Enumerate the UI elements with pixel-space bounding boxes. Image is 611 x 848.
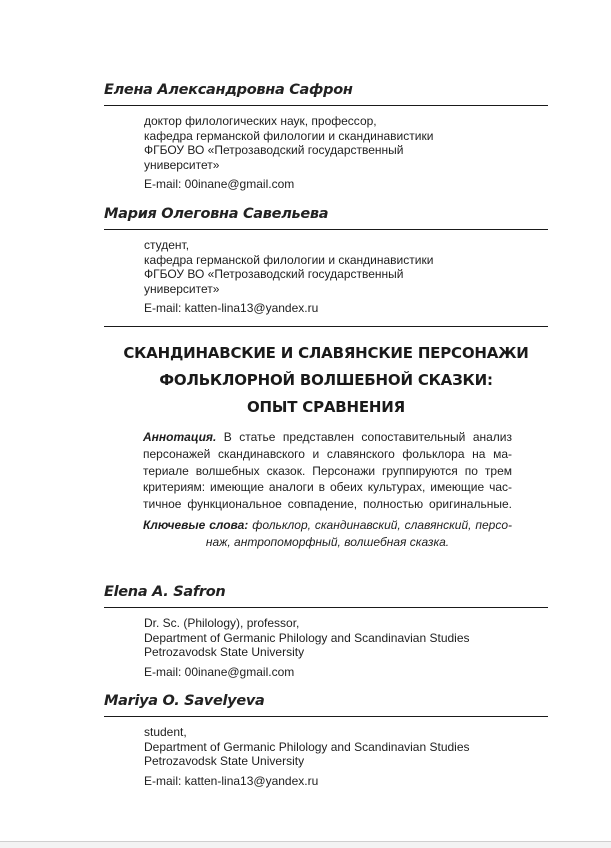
author-name: Mariya O. Savelyeva [104, 693, 265, 709]
author-name: Elena A. Safron [104, 584, 226, 600]
affiliation-line: Dr. Sc. (Philology), professor, [144, 616, 300, 630]
affiliation-line: Petrozavodsk State University [144, 754, 305, 769]
author-name: Елена Александровна Сафрон [104, 82, 353, 98]
affiliation-line: Petrozavodsk State University [144, 645, 305, 660]
abstract-line: критериям: имеющие аналоги в обеих культурах, имеющие час- [143, 480, 512, 495]
abstract-line: персонажей скандинавского и славянского фольклора на ма- [143, 446, 512, 461]
author-block-ru-1 [104, 81, 548, 192]
author-block-en-2 [104, 692, 548, 788]
affiliation-line: student, [144, 725, 187, 739]
abstract-line: тичное функциональное совпадение, полностью оригинальные. [143, 497, 512, 512]
author-email: E-mail: 00inane@gmail.com [144, 664, 295, 679]
keywords [143, 517, 512, 551]
author-email: E-mail: katten-lina13@yandex.ru [144, 773, 319, 788]
affiliation-line: Department of Germanic Philology and Scandinavian Studies [144, 630, 470, 645]
divider [104, 105, 548, 106]
affiliation-line: университет» [144, 157, 220, 172]
abstract-text: В статье представлен сопоставительный анализ [216, 430, 512, 444]
affiliation-line: университет» [144, 281, 220, 296]
article-title [104, 340, 548, 421]
affiliation-line: кафедра германской филологии и скандинавистики [144, 252, 434, 267]
author-affiliation [144, 114, 548, 192]
author-affiliation [144, 725, 548, 788]
title-line: ОПЫТ СРАВНЕНИЯ [246, 398, 405, 416]
keywords-label: Ключевые слова: [143, 518, 249, 532]
divider [104, 607, 548, 608]
author-email: E-mail: katten-lina13@yandex.ru [144, 301, 319, 316]
affiliation-line: кафедра германской филологии и скандинавистики [144, 128, 434, 143]
title-line: ФОЛЬКЛОРНОЙ ВОЛШЕБНОЙ СКАЗКИ: [159, 371, 493, 389]
divider [104, 229, 548, 230]
abstract-label: Аннотация. [143, 430, 217, 444]
abstract-line [143, 429, 512, 446]
title-line: СКАНДИНАВСКИЕ И СЛАВЯНСКИЕ ПЕРСОНАЖИ [123, 344, 529, 362]
abstract [143, 429, 512, 513]
abstract-line: териале волшебных сказок. Персонажи группируются по трем [143, 463, 512, 478]
author-email: E-mail: 00inane@gmail.com [144, 177, 295, 192]
keywords-line: наж, антропоморфный, волшебная сказка. [205, 535, 450, 549]
author-affiliation [144, 238, 548, 316]
author-affiliation [144, 616, 548, 679]
divider [104, 326, 548, 327]
affiliation-line: ФГБОУ ВО «Петрозаводский государственный [144, 267, 404, 282]
keywords-line [143, 517, 512, 534]
affiliation-line: ФГБОУ ВО «Петрозаводский государственный [144, 143, 404, 158]
keywords-text: фольклор, скандинавский, славянский, персо- [248, 518, 512, 532]
affiliation-line: доктор филологических наук, профессор, [144, 114, 377, 128]
affiliation-line: студент, [144, 238, 190, 252]
author-name: Мария Олеговна Савельева [104, 206, 329, 222]
divider [104, 716, 548, 717]
author-block-ru-2 [104, 205, 548, 316]
author-block-en-1 [104, 583, 548, 679]
affiliation-line: Department of Germanic Philology and Scandinavian Studies [144, 739, 470, 754]
